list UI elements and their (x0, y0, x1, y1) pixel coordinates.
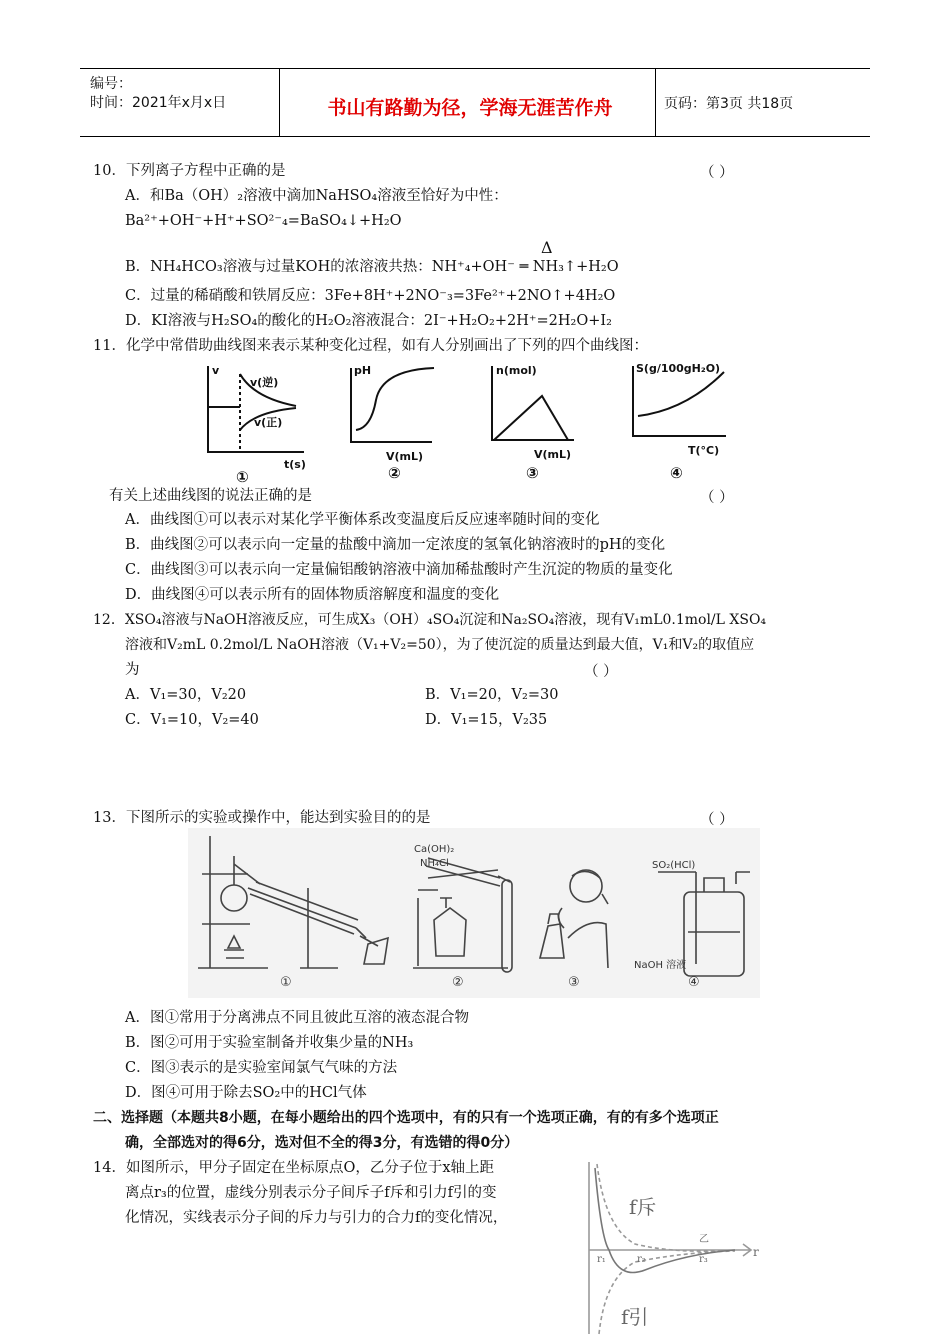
g2-number: ② (388, 464, 401, 482)
q13-option-d: D．图④可用于除去SO₂中的HCl气体 (125, 1085, 367, 1101)
q10-option-b: B．NH₄HCO₃溶液与过量KOH的浓溶液共热：NH⁺₄+OH⁻ ═ NH₃↑+H₂O (125, 259, 619, 275)
q14-line3: 化情况，实线表示分子间的斥力与引力的合力f的变化情况， (125, 1210, 508, 1226)
time-label: 时间：2021年x月x日 (90, 95, 227, 111)
fig13-n1: ① (280, 975, 292, 990)
gas-so2-hcl: SO₂(HCl) (652, 860, 696, 871)
q11-option-d: D．曲线图④可以表示所有的固体物质溶解度和温度的变化 (125, 587, 500, 603)
q11-stem: 11．化学中常借助曲线图来表示某种变化过程，如有人分别画出了下列的四个曲线图： (93, 338, 648, 354)
fig13-n4: ④ (688, 975, 700, 990)
code-label: 编号： (90, 76, 132, 92)
r1-label: r₁ (597, 1254, 606, 1265)
q12-option-c: C．V₁=10，V₂=40 (125, 712, 259, 728)
q12-line1: 12．XSO₄溶液与NaOH溶液反应，可生成X₃（OH）₄SO₄沉淀和Na₂SO₄溶液，现有V₁mL0.1mol/L XSO₄ (93, 612, 767, 628)
g2-y-label: pH (354, 364, 372, 377)
q12-option-a: A．V₁=30，V₂20 (125, 687, 247, 703)
q10-option-a: A．和Ba（OH）₂溶液中滴加NaHSO₄溶液至恰好为中性： (125, 188, 508, 204)
page-info: 页码：第3页 共18页 (664, 96, 794, 112)
q13-option-c: C．图③表示的是实验室闻氯气气味的方法 (125, 1060, 398, 1076)
q13-option-a: A．图①常用于分离沸点不同且彼此互溶的液态混合物 (125, 1010, 469, 1026)
q13-stem: 13．下图所示的实验或操作中，能达到实验目的的是 (93, 810, 431, 826)
q13-answer-paren: （ ） (700, 812, 734, 828)
g4-y-label: S(g/100gH₂O) (636, 362, 721, 375)
g4-number: ④ (670, 464, 683, 482)
q14-force-graph (575, 1158, 765, 1338)
reagent-nh4cl: NH₄Cl (420, 858, 449, 869)
fig13-n2: ② (452, 975, 464, 990)
motto: 书山有路勤为径，学海无涯苦作舟 (327, 97, 613, 119)
q12-line3: 为 (125, 662, 140, 678)
f-attractive-label: f引 (621, 1305, 649, 1329)
r2-label: r₂ (637, 1254, 646, 1265)
q13-apparatus-figure (188, 828, 760, 998)
q14-line1: 14．如图所示，甲分子固定在坐标原点O，乙分子位于x轴上距 (93, 1160, 495, 1176)
r3-label: r₃ (699, 1254, 708, 1265)
molecule-yi-label: 乙 (699, 1234, 709, 1245)
q10-option-c: C．过量的稀硝酸和铁屑反应：3Fe+8H⁺+2NO⁻₃=3Fe²⁺+2NO↑+4H₂O (125, 288, 616, 304)
q12-option-d: D．V₁=15，V₂35 (425, 712, 548, 728)
g1-v-reverse: v(逆) (250, 376, 279, 389)
g2-x-label: V(mL) (386, 450, 424, 463)
g1-x-label: t(s) (284, 458, 306, 471)
g1-v-forward: v(正) (254, 416, 283, 429)
axis-r-label: r (753, 1245, 759, 1259)
g1-number: ① (236, 468, 249, 486)
q11-curve-graphs (196, 360, 736, 488)
header-divider (655, 69, 656, 136)
g3-number: ③ (526, 464, 539, 482)
q10-stem: 10．下列离子方程中正确的是 (93, 163, 286, 179)
page-header (80, 68, 870, 137)
g3-x-label: V(mL) (534, 448, 572, 461)
q10-option-a-equation: Ba²⁺+OH⁻+H⁺+SO²⁻₄=BaSO₄↓+H₂O (125, 213, 402, 229)
q14-line2: 离点r₃的位置，虚线分别表示分子间斥子f斥和引力f引的变 (125, 1185, 497, 1201)
q10-option-d: D．KI溶液与H₂SO₄的酸化的H₂O₂溶液混合：2I⁻+H₂O₂+2H⁺=2H₂O+I₂ (125, 313, 612, 329)
reagent-caoh2: Ca(OH)₂ (414, 844, 455, 855)
q10-delta: Δ (541, 238, 553, 257)
q12-option-b: B．V₁=20，V₂=30 (425, 687, 559, 703)
q13-option-b: B．图②可用于实验室制备并收集少量的NH₃ (125, 1035, 414, 1051)
q11-option-b: B．曲线图②可以表示向一定量的盐酸中滴加一定浓度的氢氧化钠溶液时的pH的变化 (125, 537, 666, 553)
q11-option-a: A．曲线图①可以表示对某化学平衡体系改变温度后反应速率随时间的变化 (125, 512, 600, 528)
naoh-solution: NaOH 溶液 (634, 960, 687, 971)
g4-x-label: T(°C) (688, 444, 720, 457)
q12-line2: 溶液和V₂mL 0.2mol/L NaOH溶液（V₁+V₂=50），为了使沉淀的质量达到最大值，V₁和V₂的取值应 (125, 637, 755, 653)
q11-sub-stem: 有关上述曲线图的说法正确的是 (109, 488, 312, 504)
q12-answer-paren: （ ） (584, 664, 618, 680)
g3-y-label: n(mol) (496, 364, 537, 377)
header-divider (279, 69, 280, 136)
q11-answer-paren: （ ） (700, 490, 734, 506)
q10-answer-paren: （ ） (700, 165, 734, 181)
f-repulsive-label: f斥 (629, 1195, 657, 1219)
section2-heading-line1: 二、选择题（本题共8小题，在每小题给出的四个选项中，有的只有一个选项正确，有的有多个选项正 (93, 1110, 719, 1126)
section2-heading-line2: 确，全部选对的得6分，选对但不全的得3分，有选错的得0分） (125, 1135, 519, 1151)
g1-y-label: v (212, 364, 220, 377)
q11-option-c: C．曲线图③可以表示向一定量偏铝酸钠溶液中滴加稀盐酸时产生沉淀的物质的量变化 (125, 562, 673, 578)
fig13-n3: ③ (568, 975, 580, 990)
